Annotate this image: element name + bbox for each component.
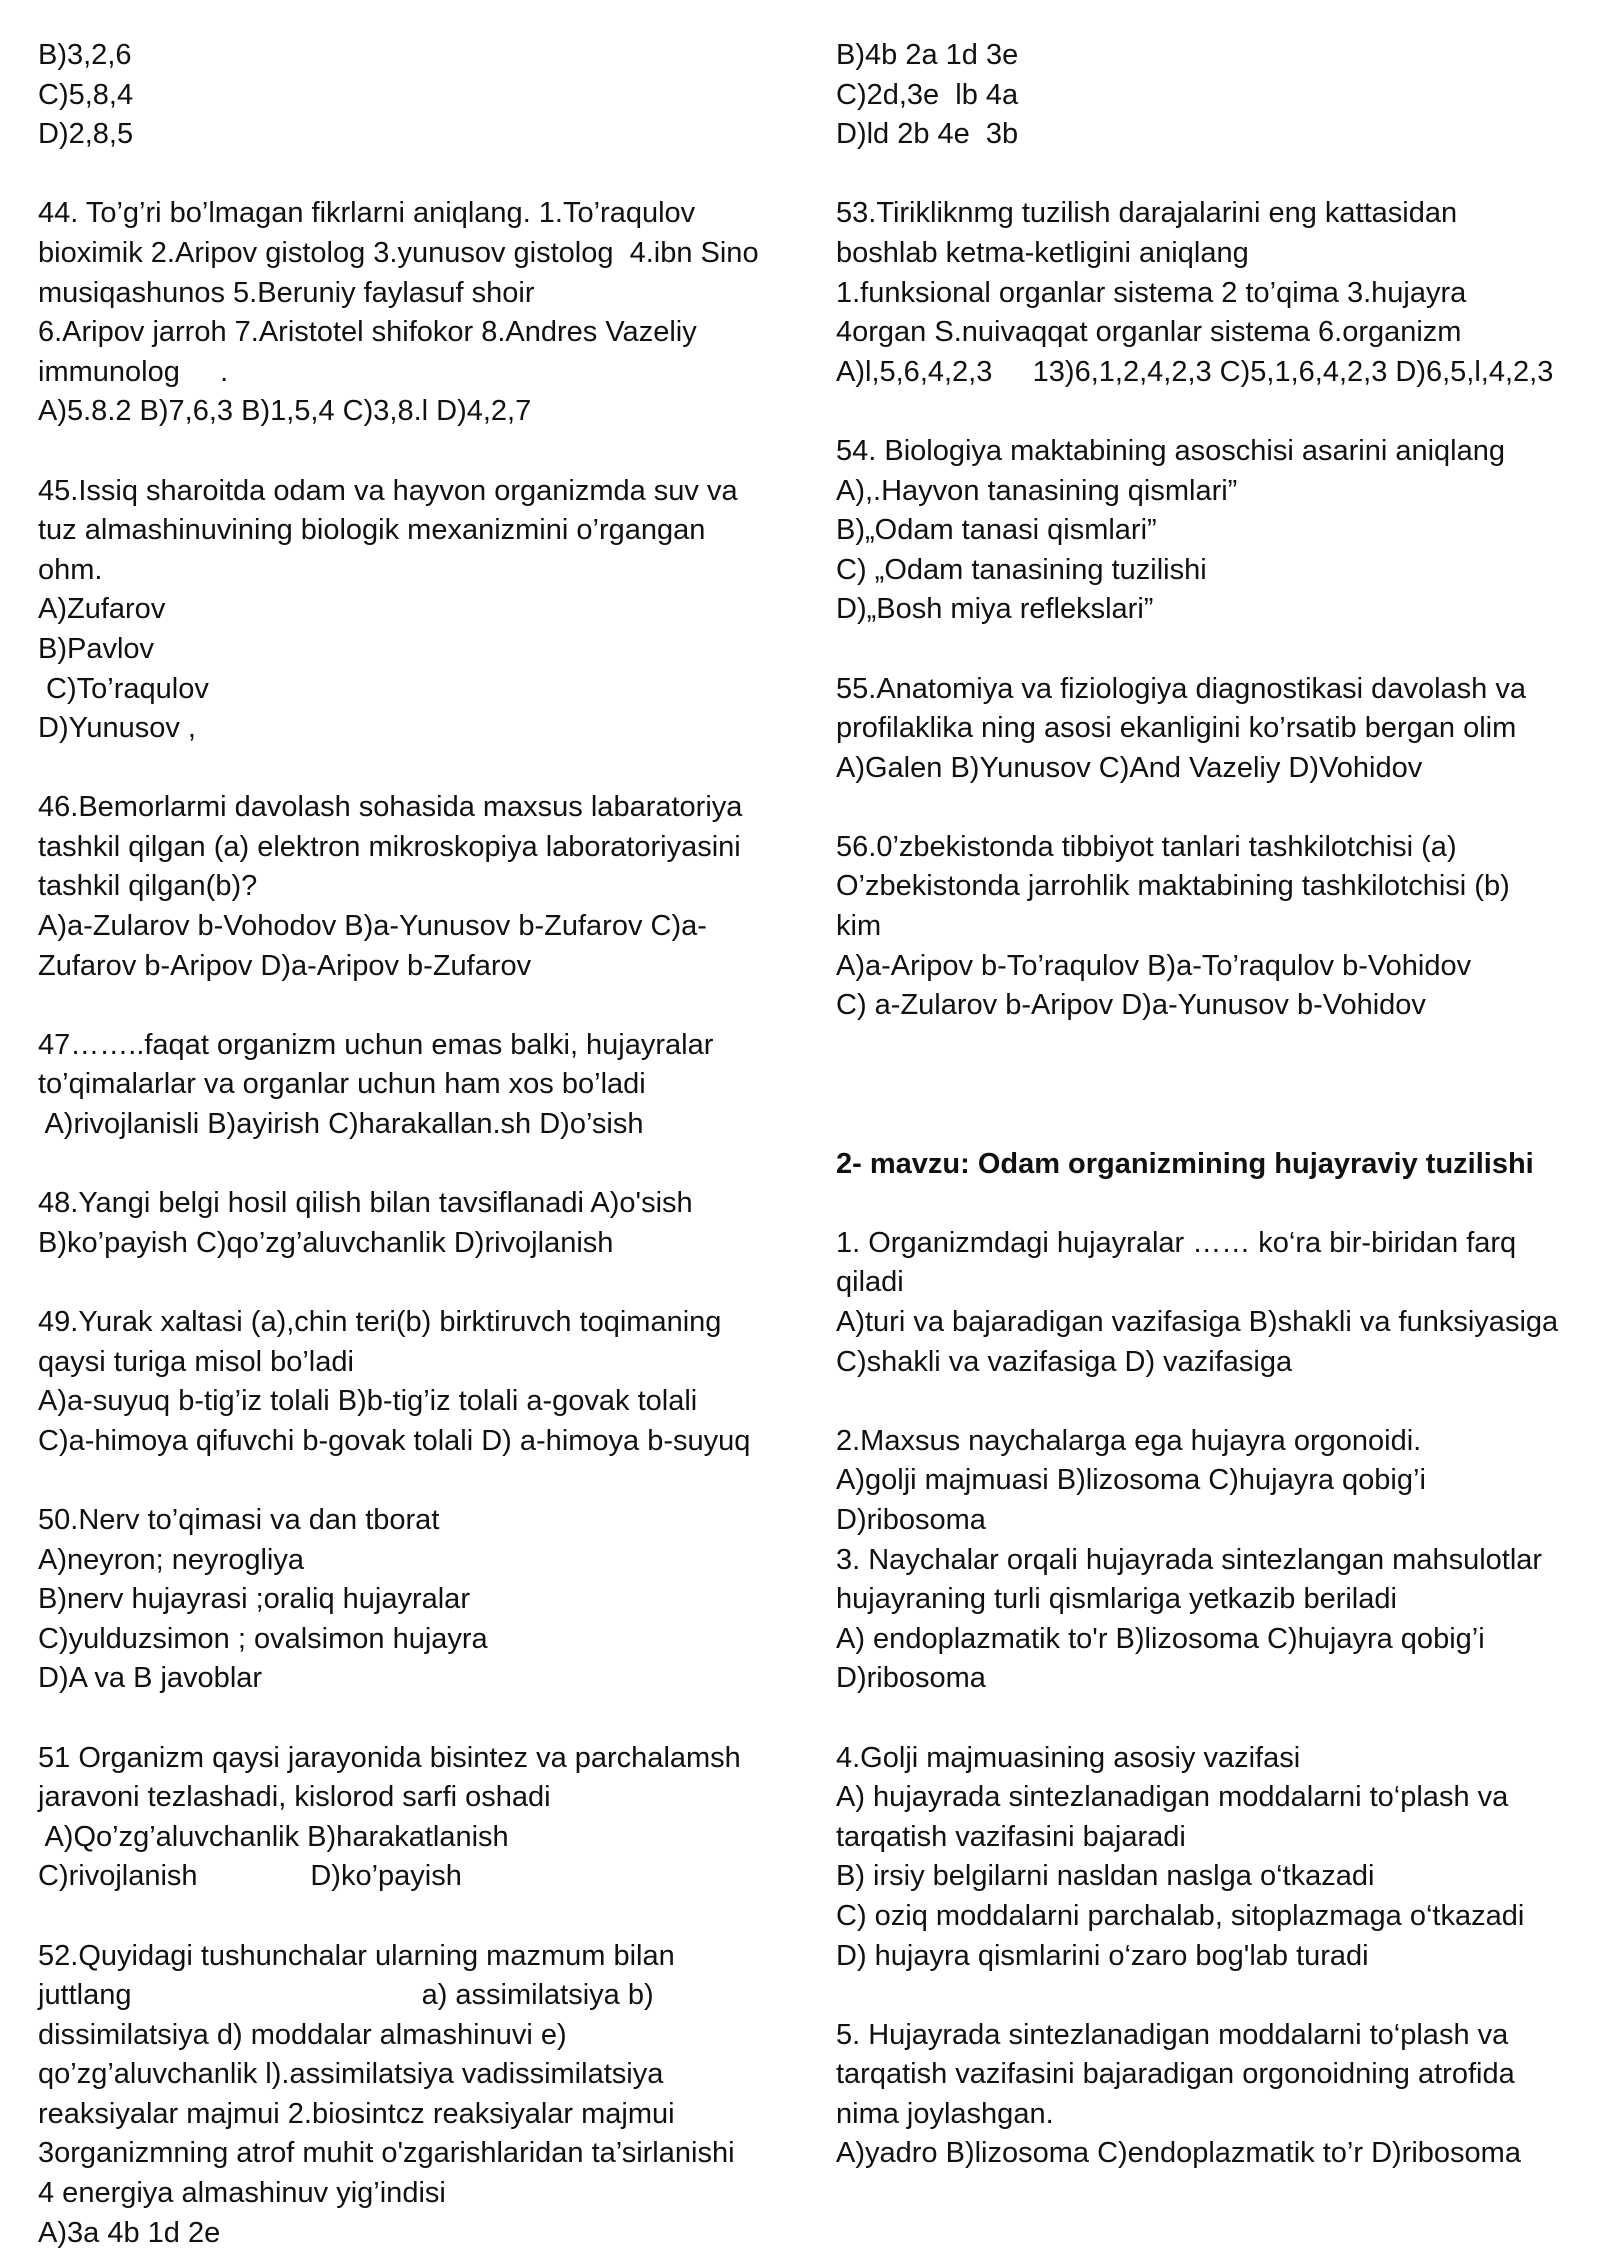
text-line: kim [836, 910, 882, 943]
text-line: to’qimalarlar va organlar uchun ham xos bo’ladi [38, 1068, 646, 1101]
text-line: 48.Yangi belgi hosil qilish bilan tavsiflanadi A)o'sish [38, 1187, 693, 1220]
text-line: B) irsiy belgilarni nasldan naslga o‘tkazadi [836, 1860, 1375, 1893]
text-line: D)„Bosh miya reflekslari” [836, 593, 1154, 626]
text-line: A)l,5,6,4,2,3 13)6,1,2,4,2,3 C)5,1,6,4,2,3 D)6,5,l,4,2,3 [836, 355, 1554, 388]
text-line: hujayraning turli qismlariga yetkazib beriladi [836, 1583, 1397, 1616]
text-line: A)a-Aripov b-To’raqulov B)a-To’raqulov b-Vohidov [836, 949, 1472, 982]
text-line: C)yulduzsimon ; ovalsimon hujayra [38, 1622, 488, 1655]
text-line: A)a-suyuq b-tig’iz tolali B)b-tig’iz tolali a-govak tolali [38, 1385, 698, 1418]
text-line: jaravoni tezlashadi, kislorod sarfi oshadi [38, 1781, 551, 1814]
blank-line [38, 986, 798, 1026]
blank-line [38, 1263, 798, 1303]
text-line: C)shakli va vazifasiga D) vazifasiga [836, 1345, 1293, 1378]
text-line: 53.Tirikliknmg tuzilish darajalarini eng kattasidan [836, 197, 1458, 230]
text-line: A) endoplazmatik to'r B)lizosoma C)hujayra qobig’i [836, 1622, 1485, 1655]
text-line: B)Pavlov [38, 632, 155, 665]
text-line: nima joylashgan. [836, 2097, 1054, 2130]
text-line: A),.Hayvon tanasining qismlari” [836, 474, 1238, 507]
text-line: boshlab ketma-ketligini aniqlang [836, 236, 1249, 269]
text-line: A)yadro B)lizosoma C)endoplazmatik to’r D)ribosoma [836, 2137, 1521, 2170]
text-line: C) oziq moddalarni parchalab, sitoplazmaga o‘tkazadi [836, 1899, 1525, 1932]
text-line: qiladi [836, 1266, 904, 1299]
text-line: B)4b 2a 1d 3e [836, 39, 1019, 71]
text-line: A)neyron; neyrogliya [38, 1543, 304, 1576]
text-line: C) „Odam tanasining tuzilishi [836, 553, 1207, 586]
text-line: musiqashunos 5.Beruniy faylasuf shoir [38, 276, 535, 309]
text-line: 55.Anatomiya va fiziologiya diagnostikasi davolash va [836, 672, 1526, 705]
text-line: A)3a 4b 1d 2e [38, 2216, 221, 2249]
text-line: B)ko’payish C)qo’zg’aluvchanlik D)rivojlanish [38, 1226, 614, 1259]
text-line: qo’zg’aluvchanlik l).assimilatsiya vadissimilatsiya [38, 2058, 664, 2091]
text-line: B)3,2,6 [38, 39, 132, 71]
text-line: C)a-himoya qifuvchi b-govak tolali D) a-himoya b-suyuq [38, 1424, 751, 1457]
text-line: 4.Golji majmuasining asosiy vazifasi [836, 1741, 1301, 1774]
blank-line [836, 1976, 1576, 2016]
blank-line [836, 1184, 1576, 1224]
text-line: reaksiyalar majmui 2.biosintcz reaksiyalar majmui [38, 2097, 675, 2130]
text-line: 1.funksional organlar sistema 2 to’qima 3.hujayra [836, 276, 1467, 309]
text-line: 51 Organizm qaysi jarayonida bisintez va parchalamsh [38, 1741, 741, 1774]
text-line: 4organ S.nuivaqqat organlar sistema 6.organizm [836, 316, 1462, 349]
blank-line [38, 1461, 798, 1501]
text-line: Zufarov b-Aripov D)a-Aripov b-Zufarov [38, 949, 532, 982]
text-line: 3. Naychalar orqali hujayrada sintezlangan mahsulotlar [836, 1543, 1543, 1576]
text-line: 47……..faqat organizm uchun emas balki, hujayralar [38, 1028, 714, 1061]
blank-line [38, 1145, 798, 1185]
text-line: 6.Aripov jarroh 7.Aristotel shifokor 8.Andres Vazeliy [38, 316, 697, 349]
blank-line [836, 155, 1576, 195]
text-line: dissimilatsiya d) moddalar almashinuvi e) [38, 2018, 567, 2051]
text-line: 49.Yurak xaltasi (a),chin teri(b) birktiruvch toqimaning [38, 1306, 722, 1338]
text-line: A)golji majmuasi B)lizosoma C)hujayra qobig’i [836, 1464, 1426, 1497]
text-line: 44. To’g’ri bo’lmagan fikrlarni aniqlang. 1.To’raqulov [38, 197, 696, 230]
text-line: bioximik 2.Aripov gistolog 3.yunusov gistolog 4.ibn Sino [38, 236, 759, 269]
text-line: tuz almashinuvining biologik mexanizmini o’rgangan [38, 514, 706, 547]
text-line: 54. Biologiya maktabining asoschisi asarini aniqlang [836, 434, 1506, 467]
text-line: D)ribosoma [836, 1662, 986, 1695]
text-line: 2.Maxsus naychalarga ega hujayra orgonoidi. [836, 1424, 1422, 1457]
text-line: A)rivojlanisli B)ayirish C)harakallan.sh D)o’sish [38, 1108, 644, 1141]
blank-line [836, 1105, 1576, 1145]
text-line: 5. Hujayrada sintezlanadigan moddalarni to‘plash va [836, 2018, 1509, 2051]
text-line: 52.Quyidagi tushunchalar ularning mazmum bilan [38, 1939, 675, 1972]
text-line: C)To’raqulov [38, 672, 209, 705]
text-line: immunolog . [38, 355, 229, 388]
text-line: qaysi turiga misol bo’ladi [38, 1345, 354, 1378]
text-line: tarqatish vazifasini bajaradi [836, 1820, 1186, 1853]
blank-line [836, 630, 1576, 670]
text-line: D)ld 2b 4e 3b [836, 118, 1019, 151]
left-column [38, 36, 798, 2253]
text-line: 1. Organizmdagi hujayralar …… ko‘ra bir-biridan farq [836, 1226, 1517, 1259]
blank-line [38, 155, 798, 195]
blank-line [38, 432, 798, 472]
blank-line [836, 788, 1576, 828]
text-line: C)5,8,4 [38, 78, 134, 111]
text-line: 56.0’zbekistonda tibbiyot tanlari tashkilotchisi (a) [836, 830, 1457, 863]
text-line: A)a-Zularov b-Vohodov B)a-Yunusov b-Zufarov C)a- [38, 910, 707, 943]
text-line: profilaklika ning asosi ekanligini ko’rsatib bergan olim [836, 712, 1517, 745]
blank-line [836, 392, 1576, 432]
text-line: 45.Issiq sharoitda odam va hayvon organizmda suv va [38, 474, 738, 507]
text-line: A)Zufarov [38, 593, 166, 626]
text-line: 4 energiya almashinuv yig’indisi [38, 2177, 446, 2210]
blank-line [38, 749, 798, 789]
text-line: D)ribosoma [836, 1503, 986, 1536]
text-line: D)A va B javoblar [38, 1662, 263, 1695]
text-line: D)2,8,5 [38, 118, 134, 151]
text-line: A)Qo’zg’aluvchanlik B)harakatlanish [38, 1820, 509, 1853]
blank-line [38, 1699, 798, 1739]
text-line: A)Galen B)Yunusov C)And Vazeliy D)Vohidov [836, 751, 1423, 784]
blank-line [836, 1699, 1576, 1739]
text-line: B)nerv hujayrasi ;oraliq hujayralar [38, 1583, 470, 1616]
right-column [836, 36, 1576, 2174]
text-line: 3organizmning atrof muhit o'zgarishlaridan ta’sirlanishi [38, 2137, 735, 2170]
text-line: ohm. [38, 553, 103, 586]
text-line: A) hujayrada sintezlanadigan moddalarni to‘plash va [836, 1781, 1509, 1814]
text-line: C) a-Zularov b-Aripov D)a-Yunusov b-Vohidov [836, 989, 1426, 1022]
text-line: O’zbekistonda jarrohlik maktabining tashkilotchisi (b) [836, 870, 1510, 903]
text-line: D)Yunusov , [38, 712, 196, 745]
text-line: tashkil qilgan(b)? [38, 870, 258, 903]
text-line: C)2d,3e lb 4a [836, 78, 1019, 111]
text-line: tashkil qilgan (a) elektron mikroskopiya laboratoriyasini [38, 830, 741, 863]
blank-line [38, 1897, 798, 1937]
text-line: 50.Nerv to’qimasi va dan tborat [38, 1503, 440, 1536]
blank-line [836, 1065, 1576, 1105]
text-line: A)turi va bajaradigan vazifasiga B)shakli va funksiyasiga [836, 1306, 1559, 1338]
text-line: D) hujayra qismlarini o‘zaro bog'lab turadi [836, 1939, 1369, 1972]
section-heading: 2- mavzu: Odam organizmining hujayraviy tuzilishi [836, 1147, 1534, 1180]
text-line: A)5.8.2 B)7,6,3 B)1,5,4 C)3,8.l D)4,2,7 [38, 395, 532, 428]
text-line: C)rivojlanish D)ko’payish [38, 1860, 462, 1893]
text-line: tarqatish vazifasini bajaradigan orgonoidning atrofida [836, 2058, 1515, 2091]
text-line: B)„Odam tanasi qismlari” [836, 514, 1157, 547]
text-line: 46.Bemorlarmi davolash sohasida maxsus labaratoriya [38, 791, 743, 824]
text-line: juttlang a) assimilatsiya b) [38, 1979, 654, 2012]
blank-line [836, 1382, 1576, 1422]
blank-line [836, 1026, 1576, 1066]
